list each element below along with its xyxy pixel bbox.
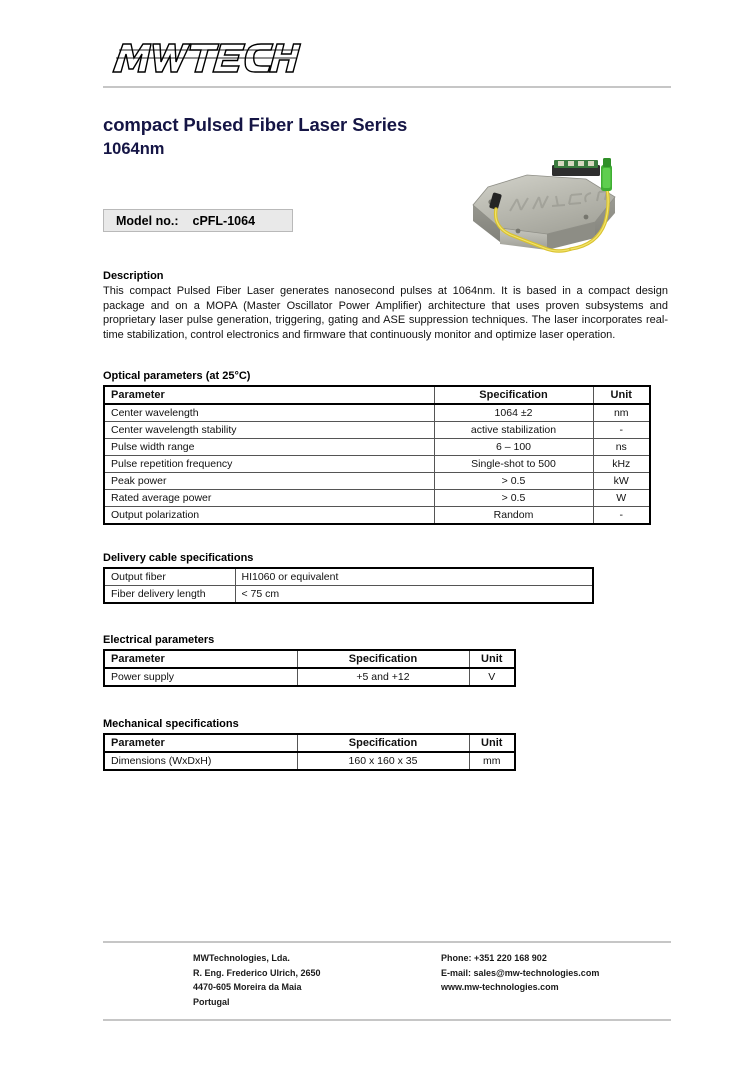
specification-cell: 160 x 160 x 35 bbox=[297, 752, 469, 770]
footer-address-line: 4470-605 Moreira da Maia bbox=[193, 982, 302, 993]
model-value: cPFL-1064 bbox=[192, 213, 256, 228]
specification-cell: > 0.5 bbox=[434, 473, 593, 490]
mechanical-specifications-section bbox=[103, 718, 516, 771]
table-row bbox=[104, 568, 593, 586]
delivery-cable-caption: Delivery cable specifications bbox=[103, 552, 254, 564]
unit-cell: kW bbox=[593, 473, 650, 490]
parameter-name-cell: Pulse width range bbox=[104, 439, 434, 456]
column-header-unit: Unit bbox=[469, 650, 515, 668]
unit-cell: kHz bbox=[593, 456, 650, 473]
table-row bbox=[104, 490, 650, 507]
unit-cell: - bbox=[593, 422, 650, 439]
footer-address-line: R. Eng. Frederico Ulrich, 2650 bbox=[193, 967, 321, 978]
parameter-name-cell: Center wavelength bbox=[104, 404, 434, 422]
unit-cell: mm bbox=[469, 752, 515, 770]
table-row bbox=[104, 404, 650, 422]
footer-divider-top bbox=[103, 941, 671, 943]
specification-cell: 6 – 100 bbox=[434, 439, 593, 456]
page-title bbox=[103, 114, 463, 159]
column-header-parameter: Parameter bbox=[104, 734, 297, 752]
table-header-row bbox=[104, 386, 650, 404]
description-section bbox=[103, 270, 668, 342]
electrical-parameters-table bbox=[103, 649, 516, 687]
specification-cell: active stabilization bbox=[434, 422, 593, 439]
parameter-name-cell: Center wavelength stability bbox=[104, 422, 434, 439]
parameter-name-cell: Peak power bbox=[104, 473, 434, 490]
model-label: Model no.: bbox=[116, 213, 179, 228]
table-header-row bbox=[104, 734, 515, 752]
parameter-name-cell: Fiber delivery length bbox=[104, 586, 235, 604]
unit-cell: - bbox=[593, 507, 650, 525]
mechanical-specifications-table bbox=[103, 733, 516, 771]
unit-cell: W bbox=[593, 490, 650, 507]
electrical-parameters-caption: Electrical parameters bbox=[103, 634, 215, 646]
footer-company-address bbox=[103, 951, 403, 1009]
unit-cell: V bbox=[469, 668, 515, 686]
parameter-name-cell: Rated average power bbox=[104, 490, 434, 507]
specification-cell: +5 and +12 bbox=[297, 668, 469, 686]
table-header-row bbox=[104, 650, 515, 668]
optical-parameters-table bbox=[103, 385, 651, 525]
column-header-parameter: Parameter bbox=[104, 650, 297, 668]
table-row bbox=[104, 586, 593, 604]
column-header-parameter: Parameter bbox=[104, 386, 434, 404]
specification-cell: > 0.5 bbox=[434, 490, 593, 507]
table-row bbox=[104, 439, 650, 456]
page-footer bbox=[103, 941, 671, 1021]
specification-cell: 1064 ±2 bbox=[434, 404, 593, 422]
unit-cell: nm bbox=[593, 404, 650, 422]
column-header-unit: Unit bbox=[469, 734, 515, 752]
parameter-name-cell: Power supply bbox=[104, 668, 297, 686]
footer-address-line: Portugal bbox=[193, 996, 230, 1007]
product-photo bbox=[455, 143, 647, 267]
title-wavelength: 1064nm bbox=[103, 139, 165, 158]
column-header-unit: Unit bbox=[593, 386, 650, 404]
mwtech-wordmark-logo bbox=[103, 36, 671, 82]
model-number-box bbox=[103, 209, 293, 232]
optical-parameters-caption: Optical parameters (at 25°C) bbox=[103, 370, 251, 382]
parameter-name-cell: Output fiber bbox=[104, 568, 235, 586]
footer-address-line: MWTechnologies, Lda. bbox=[193, 953, 290, 963]
description-text: This compact Pulsed Fiber Laser generates nanosecond pulses at 1064nm. It is based in a compact design package and on a MOPA (Master Oscillator Power Amplifier) architecture that uses proven subsystems and proprietary laser pulse generation, triggering, gating and ASE suppression techniques. The laser incorporates real-time stabilization, control electronics and firmware that continuously monitor and optimize laser operation. bbox=[103, 285, 668, 341]
page-header bbox=[103, 36, 671, 88]
specification-cell: < 75 cm bbox=[235, 586, 593, 604]
footer-contact-line: www.mw-technologies.com bbox=[441, 982, 559, 993]
parameter-name-cell: Pulse repetition frequency bbox=[104, 456, 434, 473]
specification-cell: HI1060 or equivalent bbox=[235, 568, 593, 586]
footer-contact-line: E-mail: sales@mw-technologies.com bbox=[441, 967, 600, 978]
delivery-cable-section bbox=[103, 552, 594, 604]
optical-parameters-section bbox=[103, 370, 651, 525]
table-row bbox=[104, 668, 515, 686]
column-header-specification: Specification bbox=[434, 386, 593, 404]
table-row bbox=[104, 422, 650, 439]
column-header-specification: Specification bbox=[297, 650, 469, 668]
header-divider bbox=[103, 86, 671, 88]
footer-contact-line: Phone: +351 220 168 902 bbox=[441, 953, 547, 963]
table-row bbox=[104, 473, 650, 490]
table-row bbox=[104, 507, 650, 525]
column-header-specification: Specification bbox=[297, 734, 469, 752]
title-main: compact Pulsed Fiber Laser Series bbox=[103, 114, 408, 135]
description-heading: Description bbox=[103, 270, 164, 282]
delivery-cable-table bbox=[103, 567, 594, 604]
specification-cell: Random bbox=[434, 507, 593, 525]
footer-divider-bottom bbox=[103, 1019, 671, 1021]
unit-cell: ns bbox=[593, 439, 650, 456]
parameter-name-cell: Output polarization bbox=[104, 507, 434, 525]
specification-cell: Single-shot to 500 bbox=[434, 456, 593, 473]
footer-contact-info bbox=[403, 951, 599, 1009]
parameter-name-cell: Dimensions (WxDxH) bbox=[104, 752, 297, 770]
mechanical-specifications-caption: Mechanical specifications bbox=[103, 718, 239, 730]
table-row bbox=[104, 752, 515, 770]
electrical-parameters-section bbox=[103, 634, 516, 687]
table-row bbox=[104, 456, 650, 473]
